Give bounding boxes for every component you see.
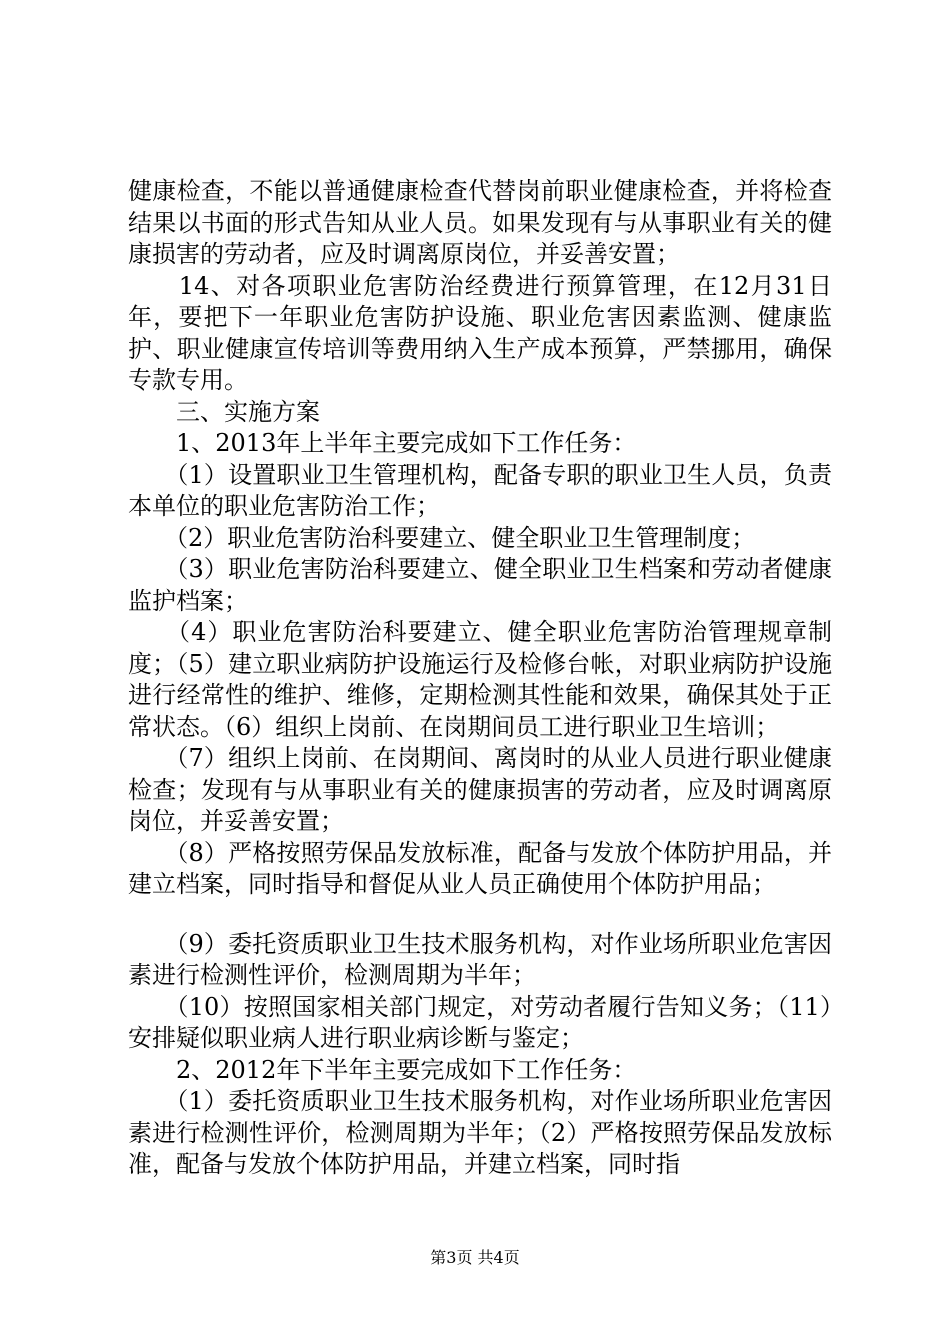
list-item: （10）按照国家相关部门规定，对劳动者履行告知义务；（11）安排疑似职业病人进行职业病诊断与鉴定；	[128, 992, 832, 1052]
page-number: 第3页 共4页	[430, 1248, 520, 1267]
list-item: （4）职业危害防治科要建立、健全职业危害防治管理规章制度；（5）建立职业病防护设施运行及检修台帐，对职业病防护设施进行经常性的维护、维修，定期检测其性能和效果，确保其处于正常状态。（6）组织上岗前、在岗期间员工进行职业卫生培训；	[128, 618, 832, 741]
list-item: （7）组织上岗前、在岗期间、离岗时的从业人员进行职业健康检查；发现有与从事职业有关的健康损害的劳动者，应及时调离原岗位，并妥善安置；	[128, 744, 832, 835]
list-item: （8）严格按照劳保品发放标准，配备与发放个体防护用品，并建立档案，同时指导和督促从业人员正确使用个体防护用品；	[128, 838, 832, 898]
document-body	[128, 176, 832, 1181]
list-item: （1）设置职业卫生管理机构，配备专职的职业卫生人员，负责本单位的职业危害防治工作；	[128, 460, 832, 520]
list-item: （9）委托资质职业卫生技术服务机构，对作业场所职业危害因素进行检测性评价，检测周期为半年；	[128, 929, 832, 989]
paragraph: 健康检查，不能以普通健康检查代替岗前职业健康检查，并将检查结果以书面的形式告知从业人员。如果发现有与从事职业有关的健康损害的劳动者，应及时调离原岗位，并妥善安置；	[128, 177, 832, 268]
paragraph: 2、2012年下半年主要完成如下工作任务：	[128, 1055, 637, 1084]
list-item: （1）委托资质职业卫生技术服务机构，对作业场所职业危害因素进行检测性评价，检测周期为半年；（2）严格按照劳保品发放标准，配备与发放个体防护用品，并建立档案，同时指	[128, 1087, 832, 1178]
blank-line	[128, 901, 832, 929]
list-item: （3）职业危害防治科要建立、健全职业卫生档案和劳动者健康监护档案；	[128, 555, 832, 615]
section-heading: 三、实施方案	[128, 397, 320, 426]
paragraph: 14、对各项职业危害防治经费进行预算管理，在12月31日年，要把下一年职业危害防护设施、职业危害因素监测、健康监护、职业健康宣传培训等费用纳入生产成本预算，严禁挪用，确保专款专用。	[128, 271, 832, 394]
paragraph: 1、2013年上半年主要完成如下工作任务：	[128, 429, 637, 457]
list-item: （2）职业危害防治科要建立、健全职业卫生管理制度；	[128, 523, 756, 552]
